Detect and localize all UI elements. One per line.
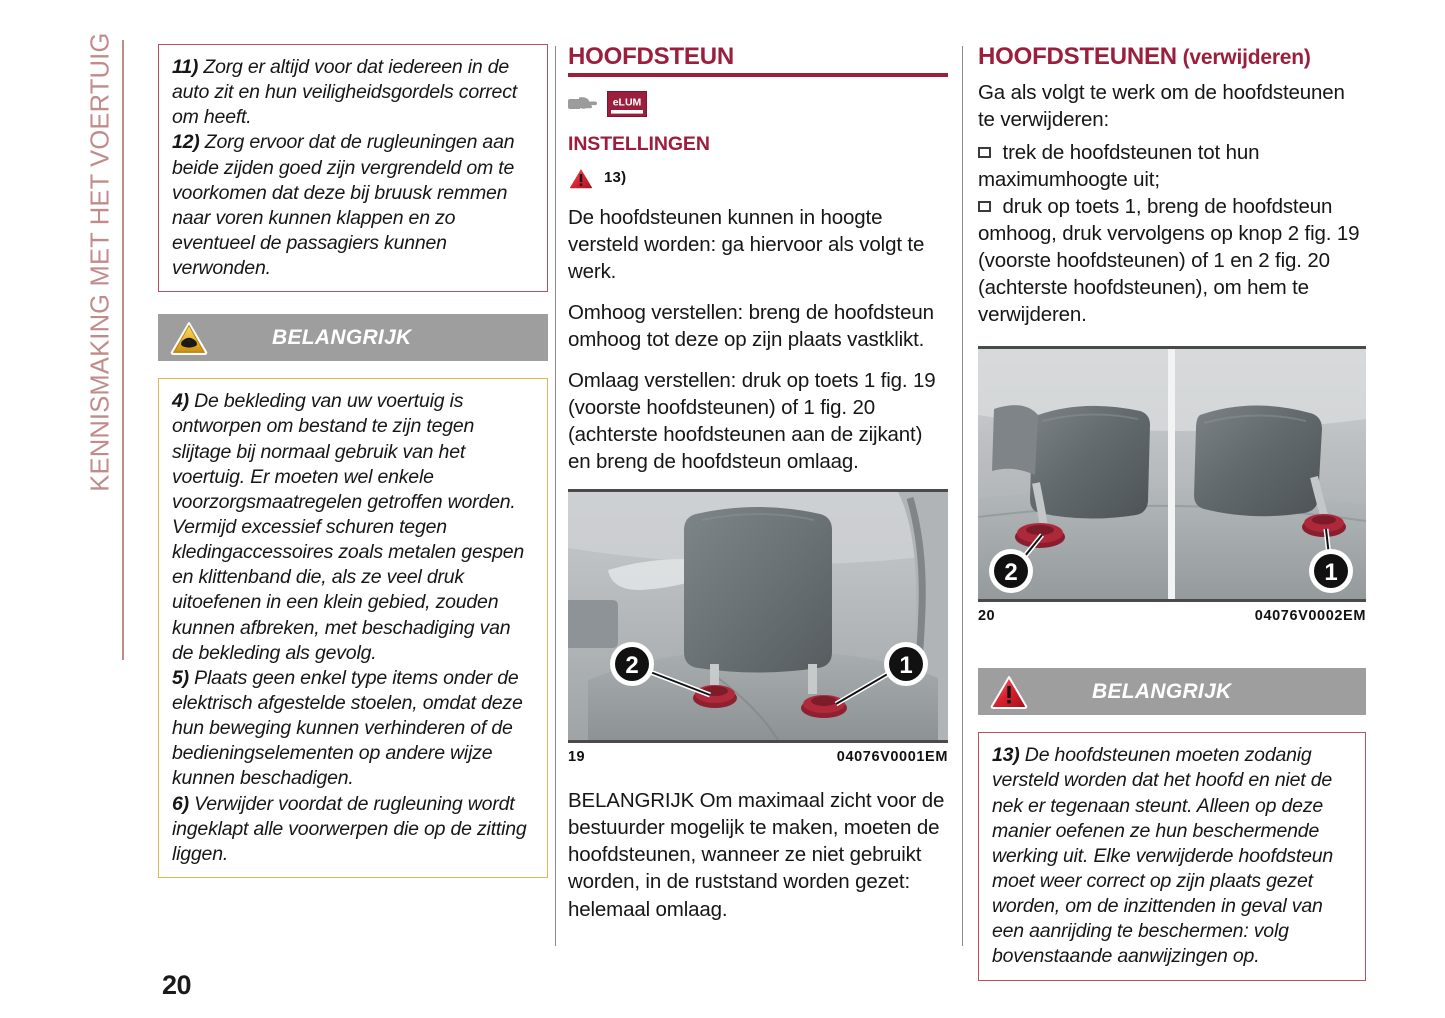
paragraph-intro-removal: Ga als volgt te werk om de hoofdsteunen te verwijderen: <box>978 80 1345 131</box>
figure-19-image <box>568 489 948 743</box>
note-paragraph <box>992 743 1353 969</box>
caution-note-box-4-5-6 <box>158 378 548 878</box>
warning-ref-number: 13) <box>604 169 627 187</box>
column-divider-1 <box>555 46 556 946</box>
figure-20-caption <box>978 608 1366 624</box>
section-tab-rule <box>122 40 124 660</box>
warning-note-box-11-12 <box>158 44 548 292</box>
note-body: Plaats geen enkel type items onder de elektrisch afgestelde stoelen, omdat deze hun beweging kunnen verhinderen of de bedieningselementen op andere wijze kunnen beschadigen. <box>172 666 523 790</box>
svg-text:1: 1 <box>899 652 913 680</box>
note-body: De bekleding van uw voertuig is ontworpen om bestand te zijn tegen slijtage bij normaal gebruik van het voertuig. Er moeten wel enkele voorzorgsmaatregelen getroffen worden. Vermijd excessief schuren tegen kledingaccessoires zoals metalen gespen en klittenband die, als ze veel druk uitoefenen in een klein gebied, zouden kunnen afbreken, met beschadiging van de bekleding als gevolg. <box>172 390 525 664</box>
belangrijk-title: BELANGRIJK <box>272 325 412 349</box>
note-body: Zorg ervoor dat de rugleuningen aan beide zijden goed zijn vergrendeld om te voorkomen dat deze bij bruusk remmen naar voren kunnen klappen en zo eventueel de passagiers kunnen verwonden. <box>172 131 515 280</box>
belangrijk-title: BELANGRIJK <box>1092 679 1232 703</box>
pointing-hand-icon <box>568 93 598 115</box>
svg-text:eLUM: eLUM <box>612 96 642 109</box>
figure-19-caption <box>568 749 948 765</box>
figure-20-image <box>978 346 1366 602</box>
paragraph-lower: Omlaag verstellen: druk op toets 1 fig. 19 (voorste hoofdsteunen) of 1 fig. 20 (achterste hoofdsteunen aan de zijkant) en breng de hoofdsteun omlaag. <box>568 369 936 474</box>
subheading-instellingen: INSTELLINGEN <box>568 132 710 155</box>
title-main: HOOFDSTEUNEN <box>978 43 1177 70</box>
note-ref: 5) <box>172 666 189 689</box>
paragraph-intro: De hoofdsteunen kunnen in hoogte versteld worden: ga hiervoor als volgt te werk. <box>568 205 925 283</box>
left-column <box>158 44 548 878</box>
figure-20-code: 04076V0002EM <box>1254 608 1366 625</box>
middle-column <box>568 44 948 937</box>
paragraph-belangrijk-note: BELANGRIJK Om maximaal zicht voor de bestuurder mogelijk te maken, moeten de hoofdsteunen, wanneer ze niet gebruikt worden, in de ruststand worden gezet: helemaal omlaag. <box>568 789 945 921</box>
elum-reference-row <box>568 89 948 119</box>
warning-triangle-red-icon <box>568 166 594 190</box>
note-ref: 4) <box>172 390 189 413</box>
note-ref: 11) <box>172 56 199 78</box>
page-title-hoofdsteunen-verwijderen <box>978 44 1366 73</box>
belangrijk-banner-left <box>158 314 548 361</box>
svg-text:1: 1 <box>1324 559 1338 587</box>
column-divider-2 <box>962 46 963 946</box>
figure-19-code: 04076V0001EM <box>836 749 948 766</box>
svg-text:2: 2 <box>625 652 639 680</box>
square-bullet-icon <box>978 201 991 212</box>
note-paragraph <box>172 55 535 281</box>
title-suffix: (verwijderen) <box>1176 46 1311 69</box>
belangrijk-banner-right <box>978 668 1366 715</box>
list-item <box>978 193 1366 328</box>
note-body: Zorg er altijd voor dat iedereen in de auto zit en hun veiligheidsgordels correct om heeft. <box>172 56 517 129</box>
note-paragraph <box>172 389 535 867</box>
warning-triangle-yellow-icon <box>158 321 220 355</box>
svg-text:2: 2 <box>1004 559 1018 587</box>
elum-book-icon[interactable] <box>607 91 647 117</box>
note-body: Verwijder voordat de rugleuning wordt ingeklapt alle voorwerpen die op de zitting liggen. <box>172 792 527 865</box>
figure-20 <box>978 346 1366 624</box>
figure-19-number: 19 <box>568 749 585 766</box>
list-item-label: trek de hoofdsteunen tot hun maximumhoogte uit; <box>978 141 1260 192</box>
section-tab-label: KENNISMAKING MET HET VOERTUIG <box>86 32 115 492</box>
warning-note-box-13 <box>978 732 1366 980</box>
warning-reference-row <box>568 166 948 190</box>
removal-steps-list <box>978 139 1366 328</box>
page-number: 20 <box>162 970 192 1000</box>
note-ref: 6) <box>172 792 189 815</box>
note-ref: 12) <box>172 131 200 154</box>
section-tab <box>78 32 124 660</box>
figure-19 <box>568 489 948 765</box>
right-column <box>978 44 1366 981</box>
page-title-hoofdsteun: HOOFDSTEUN <box>568 44 948 77</box>
paragraph-raise: Omhoog verstellen: breng de hoofdsteun omhoog tot deze op zijn plaats vastklikt. <box>568 301 934 352</box>
figure-20-number: 20 <box>978 608 995 625</box>
list-item-label: druk op toets 1, breng de hoofdsteun omhoog, druk vervolgens op knop 2 fig. 19 (voorste hoofdsteunen) of 1 en 2 fig. 20 (achterste hoofdsteunen), om hem te verwijderen. <box>978 195 1360 327</box>
note-ref: 13) <box>992 744 1020 767</box>
note-body: De hoofdsteunen moeten zodanig versteld worden dat het hoofd en niet de nek er tegenaan steunt. Alleen op deze manier oefenen ze hun beschermende werking uit. Elke verwijderde hoofdsteun moet weer correct op zijn plaats gezet worden, om de inzittenden in geval van een aanrijding te beschermen: volg bovenstaande aanwijzingen op. <box>992 744 1334 968</box>
warning-triangle-red-icon <box>978 675 1040 709</box>
square-bullet-icon <box>978 147 991 158</box>
list-item <box>978 139 1366 193</box>
